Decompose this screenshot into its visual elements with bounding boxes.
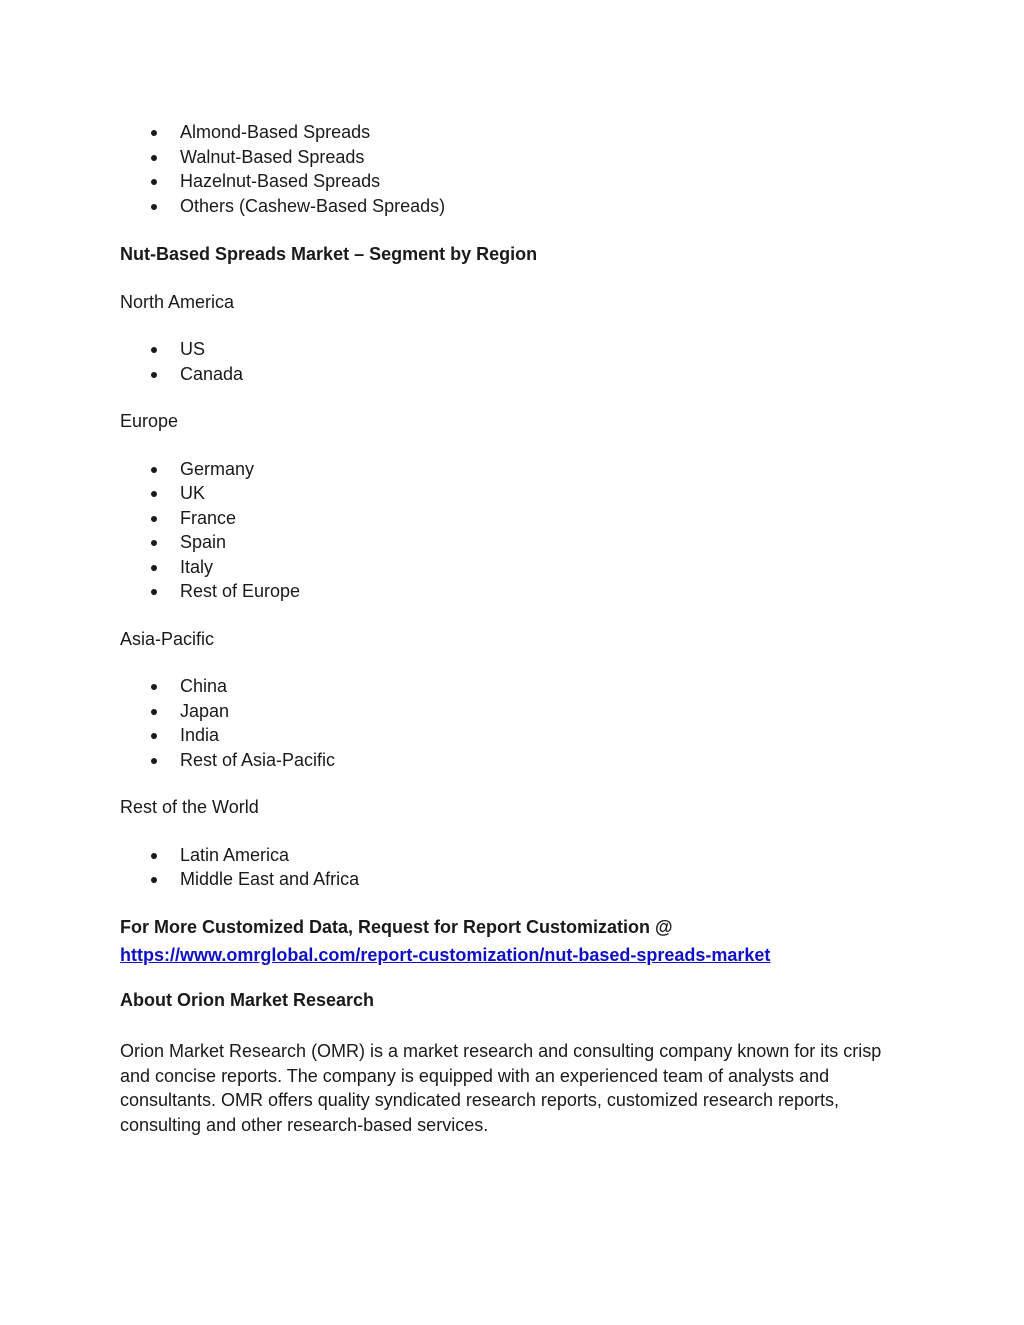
list-item: Others (Cashew-Based Spreads) xyxy=(120,194,910,219)
list-item: Germany xyxy=(120,457,910,482)
region-segment-heading: Nut-Based Spreads Market – Segment by Region xyxy=(120,244,538,264)
customization-heading: For More Customized Data, Request for Report Customization @ xyxy=(120,916,673,937)
rest-of-world-list xyxy=(120,843,910,892)
product-type-list xyxy=(120,120,910,218)
list-item: Almond-Based Spreads xyxy=(120,120,910,145)
about-paragraph: Orion Market Research (OMR) is a market research and consulting company known for its crisp and concise reports. The company is equipped with an experienced team of analysts and consultants. OMR offers quality syndicated research reports, customized research reports, consulting and other research-based services. xyxy=(120,1041,882,1136)
list-item: Middle East and Africa xyxy=(120,867,910,892)
list-item: Japan xyxy=(120,699,910,724)
region-north-america: North America xyxy=(120,291,235,312)
region-europe: Europe xyxy=(120,411,179,431)
list-item: Walnut-Based Spreads xyxy=(120,145,910,170)
list-item: Rest of Europe xyxy=(120,579,910,604)
list-item: UK xyxy=(120,481,910,506)
list-item: Latin America xyxy=(120,843,910,868)
north-america-list xyxy=(120,337,910,386)
about-heading: About Orion Market Research xyxy=(120,989,375,1010)
list-item: US xyxy=(120,337,910,362)
list-item: Rest of Asia-Pacific xyxy=(120,748,910,773)
region-rest-of-world: Rest of the World xyxy=(120,797,259,817)
report-customization-link[interactable]: https://www.omrglobal.com/report-customization/nut-based-spreads-market xyxy=(120,945,771,965)
document-page xyxy=(120,118,910,1138)
list-item: France xyxy=(120,506,910,531)
list-item: Italy xyxy=(120,555,910,580)
list-item: Spain xyxy=(120,530,910,555)
list-item: Hazelnut-Based Spreads xyxy=(120,169,910,194)
asia-pacific-list xyxy=(120,674,910,772)
region-asia-pacific: Asia-Pacific xyxy=(120,628,215,649)
europe-list xyxy=(120,457,910,604)
list-item: China xyxy=(120,674,910,699)
list-item: Canada xyxy=(120,362,910,387)
list-item: India xyxy=(120,723,910,748)
